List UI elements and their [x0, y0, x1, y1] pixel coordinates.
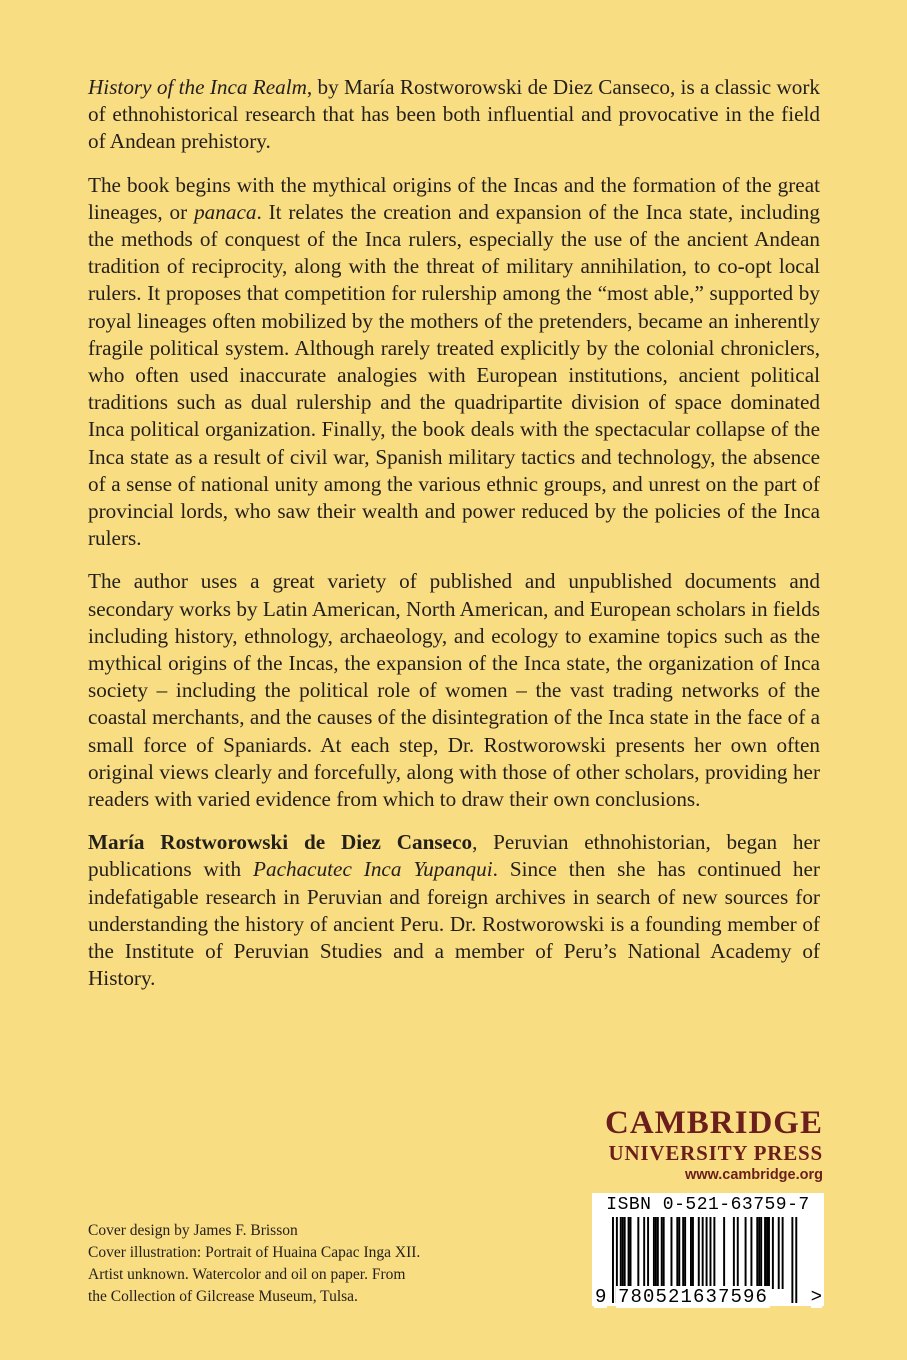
isbn-barcode [592, 1193, 824, 1306]
barcode-bar [676, 1217, 678, 1289]
barcode-bar [647, 1217, 649, 1289]
barcode-bar [745, 1217, 747, 1289]
summary-text-b: . It relates the creation and expansion of the Inca state, including the methods of conquest of the Inca rulers, especially the use of the ancient Andean tradition of reciprocity, along with the threat of military annihilation, to co-opt local rulers. It proposes that competition for rulership among the “most able,” supported by royal lineages often mobilized by the mothers of the pretenders, became an inherently fragile political system. Although rarely treated explicitly by the colonial chroniclers, who often used inaccurate analogies with European institutions, ancient political traditions such as dual rulership and the quadripartite division of space dominated Inca political organization. Finally, the book deals with the spectacular collapse of the Inca state as a result of civil war, Spanish military tactics and technology, the absence of a sense of national unity among the various ethnic groups, and unrest on the part of provincial lords, who saw their wealth and power reduced by the policies of the Inca rulers. [88, 199, 820, 551]
barcode-bar [653, 1217, 655, 1289]
barcode-bar [750, 1217, 752, 1289]
barcode-bar [772, 1217, 774, 1289]
publisher-name: CAMBRIDGE [604, 1105, 823, 1141]
intro-paragraph [88, 74, 820, 156]
barcode-bar [655, 1217, 657, 1289]
author-name: María Rostworowski de Diez Canseco [88, 830, 473, 855]
barcode-bar [637, 1217, 639, 1289]
cover-illustration-credit-3: the Collection of Gilcrease Museum, Tulsa. [88, 1288, 358, 1305]
cover-credits [88, 1220, 528, 1308]
barcode-bar [630, 1217, 632, 1289]
barcode-bar [778, 1217, 780, 1289]
barcode-bar [692, 1217, 694, 1289]
barcode-bar [661, 1217, 663, 1289]
barcode-bar [628, 1217, 630, 1289]
publisher-url[interactable]: www.cambridge.org [684, 1167, 823, 1183]
barcode-bar [766, 1217, 768, 1289]
barcode-bar [795, 1217, 797, 1303]
sources-paragraph: The author uses a great variety of published and unpublished documents and secondary works by Latin American, North American, and European scholars in fields including history, ethnology, archaeology, and ecology to examine topics such as the mythical origins of the Incas, the expansion of the Inca state, the organization of Inca society – including the political role of women – the vast trading networks of the coastal merchants, and the causes of the disintegration of the Inca state in the face of a small force of Spaniards. At each step, Dr. Rostworowski presents her own often original views clearly and forcefully, along with those of other scholars, providing her readers with varied evidence from which to draw their own conclusions. [88, 569, 820, 812]
back-cover-blurb [88, 74, 820, 1009]
barcode-bar [768, 1217, 770, 1289]
cover-illustration-credit-1: Cover illustration: Portrait of Huaina Capac Inga XII. [88, 1244, 421, 1261]
barcode-bar [671, 1217, 673, 1289]
cover-illustration-credit-2: Artist unknown. Watercolor and oil on paper. From [88, 1266, 406, 1283]
panaca-term: panaca [194, 199, 257, 224]
barcode-bar [698, 1217, 700, 1289]
earlier-book-title: Pachacutec Inca Yupanqui [253, 857, 493, 882]
barcode-bar [612, 1217, 614, 1303]
barcode-bar [663, 1217, 665, 1289]
barcode-lead-digit: 9 [595, 1286, 607, 1308]
bio-text-a: , Peruvian ethnohistorian, began her publications with [88, 830, 820, 882]
barcode-bar [758, 1217, 760, 1289]
isbn-label: ISBN 0-521-63759-7 [606, 1195, 810, 1215]
barcode-bar [733, 1217, 735, 1289]
barcode-bar [760, 1217, 762, 1289]
barcode-bar [678, 1217, 680, 1289]
barcode-bar [682, 1217, 684, 1289]
barcode-bar [764, 1217, 766, 1289]
barcode-bar [713, 1217, 715, 1289]
intro-text: , by María Rostworowski de Diez Canseco, is a classic work of ethnohistorical research that has been both influential and provocative in the field of Andean prehistory. [88, 75, 821, 154]
barcode-main-digits: 780521637596 [618, 1286, 769, 1308]
barcode-bar [620, 1217, 622, 1289]
barcode-bar [684, 1217, 686, 1289]
barcode-bar [737, 1217, 739, 1289]
publisher-press: UNIVERSITY PRESS [608, 1141, 823, 1165]
barcode-bar [723, 1217, 725, 1289]
barcode-bar [782, 1217, 784, 1289]
barcode-bar [710, 1217, 712, 1289]
barcode-bar [643, 1217, 645, 1289]
barcode-bar [791, 1217, 793, 1303]
barcode-bar [622, 1217, 624, 1289]
barcode-bar [657, 1217, 659, 1289]
summary-paragraph [88, 172, 820, 553]
summary-text-a: The book begins with the mythical origins of the Incas and the formation of the great lineages, or [88, 172, 820, 224]
barcode-arrow: > [810, 1286, 822, 1308]
bio-text-b: . Since then she has continued her indefatigable research in Peruvian and foreign archives in search of new sources for understanding the history of ancient Peru. Dr. Rostworowski is a founding member of the Institute of Peruvian Studies and a member of Peru’s National Academy of History. [88, 857, 820, 991]
barcode-bar [756, 1217, 758, 1289]
barcode-bar [624, 1217, 626, 1289]
barcode-bar [690, 1217, 692, 1289]
book-title: History of the Inca Realm [88, 75, 307, 99]
author-bio-paragraph [88, 829, 820, 992]
publisher-logo [605, 1105, 823, 1185]
cover-design-credit: Cover design by James F. Brisson [88, 1222, 298, 1239]
